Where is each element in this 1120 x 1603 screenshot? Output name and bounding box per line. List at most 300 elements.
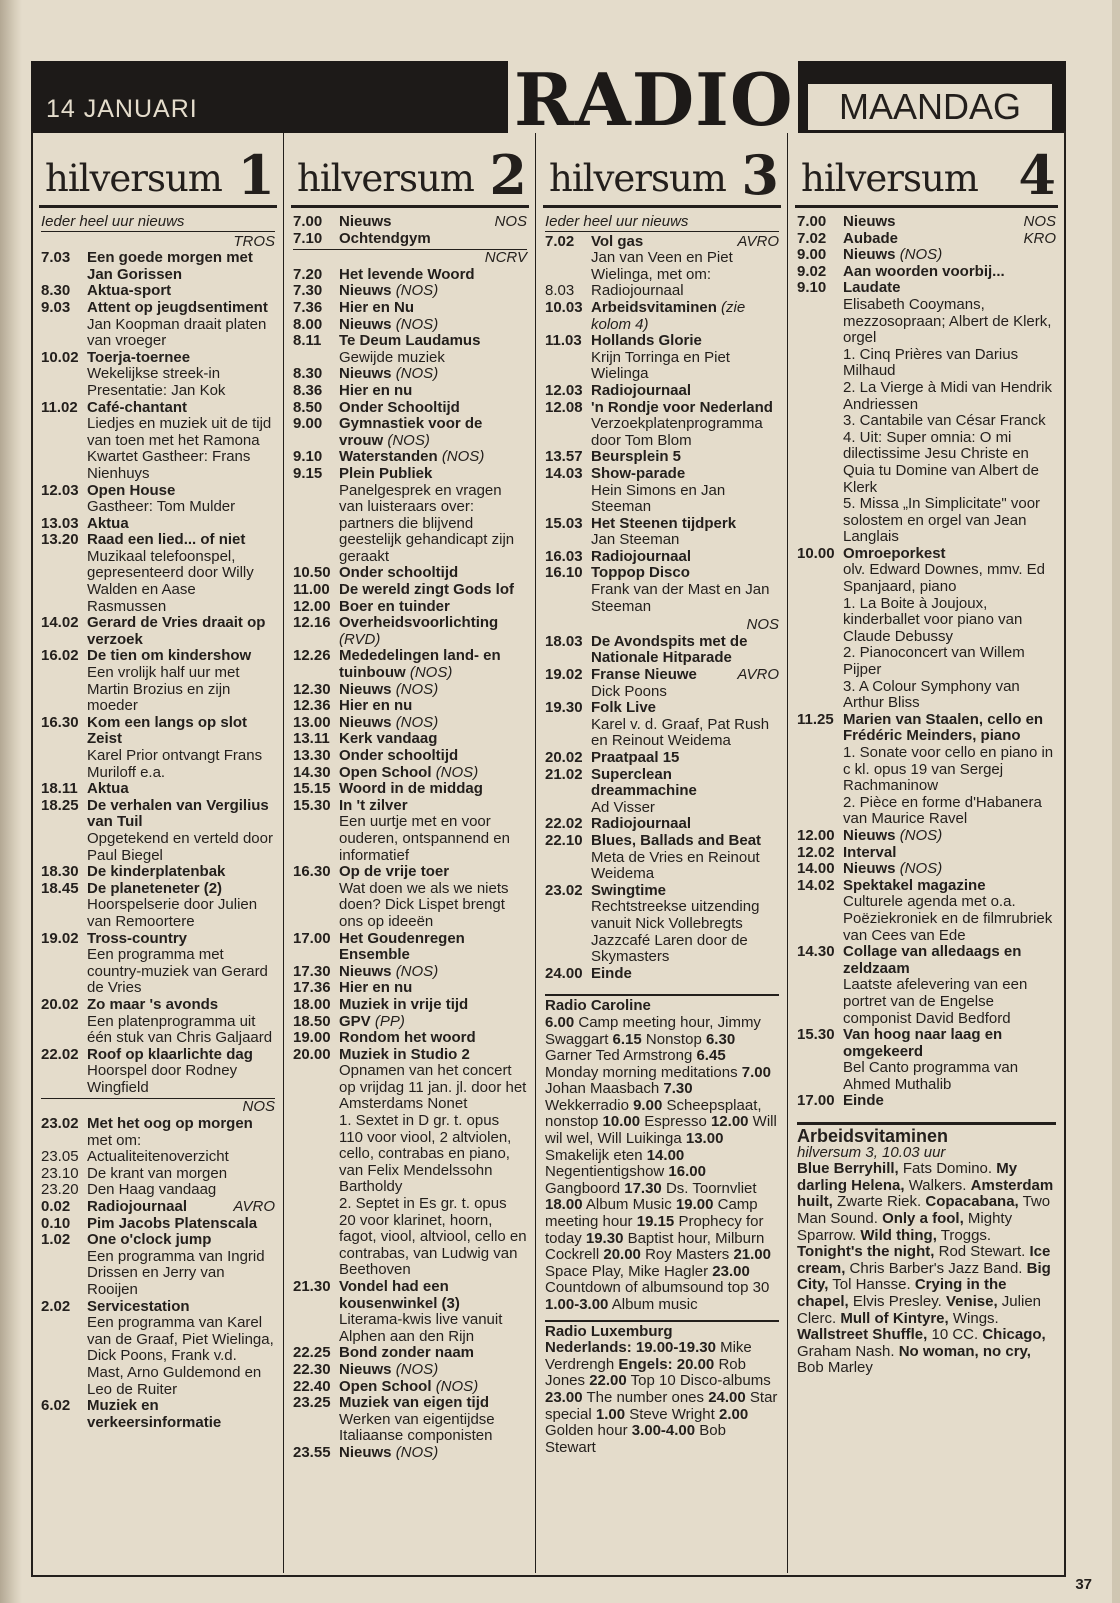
program-tag: (NOS)	[395, 962, 439, 980]
para-time: Venise,	[945, 1293, 998, 1310]
program-time: 9.00	[293, 415, 323, 433]
program-title: Overheidsvoorlichting	[339, 614, 499, 632]
program-time: 12.00	[797, 826, 835, 844]
program-title: Nieuws	[339, 962, 392, 980]
program-title: Blues, Ballads and Beat	[591, 831, 762, 849]
para-text: Mighty Sparrow.	[797, 1210, 1013, 1244]
para-time: 24.00	[708, 1388, 746, 1406]
sub-time	[293, 1113, 339, 1196]
program-item	[545, 816, 779, 833]
sub-text: 1. La Boite à Joujoux, kinderballet voor piano van Claude Debussy	[843, 594, 1023, 645]
sub-item	[293, 1113, 527, 1196]
para-time: 6.15	[612, 1030, 642, 1048]
program-title: De planeteneter (2)	[87, 879, 223, 897]
program-item	[293, 300, 527, 317]
para-text: Fats Domino.	[898, 1160, 997, 1178]
sub-time	[797, 347, 843, 380]
program-item	[41, 881, 275, 931]
program-title: In 't zilver	[339, 796, 408, 814]
sub-item	[797, 745, 1056, 795]
luxemburg-schedule	[545, 1340, 779, 1456]
program-title: Hier en nu	[339, 697, 413, 715]
program-content	[339, 648, 527, 681]
program-title: Mededelingen land- en tuinbouw	[339, 647, 501, 682]
program-time: 9.02	[797, 262, 827, 280]
program-time: 7.03	[41, 249, 71, 267]
program-title: Show-parade	[591, 464, 686, 482]
program-content	[339, 748, 527, 765]
para-text: Negentientigshow	[545, 1163, 669, 1181]
program-time: 9.15	[293, 464, 323, 482]
program-content	[591, 333, 779, 383]
program-item	[797, 828, 1056, 845]
program-title: Omroeporkest	[843, 544, 946, 562]
program-title: Franse Nieuwe	[591, 666, 697, 684]
program-title: Folk Live	[591, 699, 657, 717]
program-title: Muziek in Studio 2	[339, 1045, 470, 1063]
program-time: 17.36	[293, 979, 331, 997]
news-note: Ieder heel uur nieuws	[41, 214, 275, 232]
program-item	[293, 1345, 527, 1362]
para-text: Johan Maasbach	[545, 1080, 664, 1098]
program-title: Boer en tuinder	[339, 597, 450, 615]
program-content	[591, 300, 779, 333]
sub-time: 23.05	[41, 1148, 79, 1166]
program-description: Jan Koopman draait platen van vroeger	[87, 315, 267, 350]
program-broadcaster: AVRO	[737, 666, 779, 684]
para-text: Troggs.	[936, 1226, 992, 1244]
program-item	[797, 280, 1056, 346]
sub-text: 1. Sonate voor cello en piano in c kl. opus 19 van Sergej Rachmaninow	[843, 744, 1054, 795]
program-content	[339, 1345, 527, 1362]
sub-text: Actualiteitenoverzicht	[87, 1148, 229, 1166]
program-content	[339, 300, 527, 317]
para-text: Baptist hour, Milburn Cockrell	[545, 1229, 765, 1264]
program-content	[339, 449, 527, 466]
para-text: Graham Nash.	[797, 1342, 899, 1360]
program-item	[545, 449, 779, 466]
para-text: Bob Marley	[797, 1359, 873, 1377]
program-content	[87, 400, 275, 483]
program-tag: (NOS)	[395, 1443, 439, 1461]
program-item	[293, 317, 527, 334]
program-time: 11.25	[797, 710, 834, 728]
program-content	[591, 449, 779, 466]
program-content	[843, 231, 1056, 248]
column-heading	[39, 133, 277, 208]
para-time: Blue Berryhill,	[797, 1160, 899, 1178]
program-content	[339, 317, 527, 334]
program-time: 12.00	[293, 597, 331, 615]
sub-time: 23.10	[41, 1164, 79, 1182]
sub-text: 2. Pianoconcert van Willem Pijper	[843, 644, 1025, 679]
program-item	[293, 715, 527, 732]
program-content	[339, 980, 527, 997]
para-text: Smakelijk eten	[545, 1146, 647, 1164]
program-time: 10.50	[293, 564, 331, 582]
sub-text: 5. Missa „In Simplicitate" voor solostem en orgel van Jean Langlais	[843, 495, 1041, 546]
caroline-schedule	[545, 1015, 779, 1314]
program-title: Zo maar 's avonds	[87, 995, 219, 1013]
program-time: 22.25	[293, 1344, 331, 1362]
program-content	[87, 881, 275, 931]
sub-time	[797, 679, 843, 712]
program-item	[545, 549, 779, 566]
para-time: 21.00	[733, 1246, 771, 1264]
para-text: Camp meeting hour	[545, 1196, 758, 1231]
program-description: Dick Poons	[591, 682, 667, 700]
sub-text: 3. Cantabile van César Franck	[843, 412, 1046, 430]
program-item	[545, 833, 779, 883]
program-content	[843, 546, 1056, 596]
program-tag: (PP)	[374, 1012, 405, 1030]
program-content	[339, 565, 527, 582]
program-title: Op de vrije toer	[339, 863, 450, 881]
program-item	[293, 283, 527, 300]
sub-time	[797, 745, 843, 795]
program-item	[41, 1199, 275, 1216]
program-description: Elisabeth Cooymans, mezzosopraan; Albert de Klerk, orgel	[843, 295, 1052, 347]
program-item	[41, 1047, 275, 1097]
program-time: 10.02	[41, 348, 79, 366]
program-item	[545, 400, 779, 450]
program-content	[339, 1030, 527, 1047]
program-title: Nieuws	[339, 282, 392, 300]
program-content	[591, 565, 779, 615]
program-tag: (NOS)	[395, 315, 439, 333]
sub-item	[545, 283, 779, 300]
program-item	[797, 944, 1056, 1027]
program-title: Nieuws	[339, 365, 392, 383]
para-time: 1.00-3.00	[545, 1296, 609, 1313]
program-content	[339, 214, 527, 231]
program-item	[293, 333, 527, 366]
para-text: Golden hour	[545, 1422, 632, 1440]
program-item	[41, 400, 275, 483]
program-description: Hoorspel door Rodney Wingfield	[87, 1062, 238, 1096]
sub-item	[797, 795, 1056, 828]
program-title: Superclean dreammachine	[591, 765, 697, 800]
sub-time: 23.20	[41, 1181, 79, 1199]
program-item	[797, 861, 1056, 878]
program-item	[545, 700, 779, 750]
program-item	[797, 231, 1056, 248]
program-time: 16.02	[41, 647, 79, 665]
program-title: Nieuws	[339, 213, 392, 230]
broadcaster-label: NOS	[41, 1098, 275, 1116]
program-time: 7.20	[293, 265, 323, 283]
station-number: 3	[741, 143, 779, 207]
program-description: Jan van Veen en Piet Wielinga, met om:	[591, 249, 733, 283]
sub-text: Radiojournaal	[591, 282, 684, 300]
program-title: Met het oog op morgen	[87, 1115, 253, 1133]
program-item	[41, 1116, 275, 1149]
program-time: 0.10	[41, 1214, 71, 1232]
program-content	[843, 280, 1056, 346]
program-content	[87, 615, 275, 648]
program-content	[87, 798, 275, 864]
program-time: 10.00	[797, 544, 835, 562]
program-content	[339, 1362, 527, 1379]
program-item	[293, 1030, 527, 1047]
program-title: One o'clock jump	[87, 1231, 212, 1249]
program-description: Krijn Torringa en Piet Wielinga	[591, 348, 730, 383]
program-item	[293, 648, 527, 681]
program-item	[293, 582, 527, 599]
program-time: 14.00	[797, 860, 835, 878]
program-item	[293, 731, 527, 748]
program-title: Swingtime	[591, 881, 667, 899]
program-time: 9.10	[293, 448, 323, 466]
program-broadcaster: AVRO	[233, 1198, 275, 1216]
para-text: Star special	[545, 1388, 778, 1423]
program-time: 13.03	[41, 514, 79, 532]
program-item	[545, 883, 779, 966]
sub-item	[797, 596, 1056, 646]
program-item	[293, 1362, 527, 1379]
program-time: 10.03	[545, 298, 583, 316]
para-time: 18.00	[545, 1196, 583, 1214]
program-time: 11.03	[545, 332, 582, 350]
program-time: 22.40	[293, 1377, 331, 1395]
program-time: 7.30	[293, 282, 323, 300]
program-description: Een platenprogramma uit één stuk van Chris Galjaard	[87, 1012, 273, 1047]
sub-text: De krant van morgen	[87, 1164, 228, 1182]
program-content	[339, 698, 527, 715]
program-time: 18.25	[41, 796, 79, 814]
program-content	[339, 366, 527, 383]
program-title: Radiojournaal	[87, 1198, 188, 1216]
program-time: 7.36	[293, 298, 323, 316]
program-item	[797, 214, 1056, 231]
program-tag: (RVD)	[339, 630, 381, 648]
para-text: Top 10 Disco-albums	[626, 1372, 771, 1390]
para-text: Two Man Sound.	[797, 1193, 1051, 1228]
program-item	[545, 565, 779, 615]
program-description: Muzikaal telefoonspel, gepresenteerd door Willy Walden en Aase Rasmussen	[87, 547, 254, 615]
program-item	[545, 333, 779, 383]
program-title: Nieuws	[339, 713, 392, 731]
program-tag: (NOS)	[441, 448, 485, 466]
program-item	[293, 231, 527, 248]
program-title: 'n Rondje voor Nederland	[591, 398, 773, 416]
program-title: Onder schooltijd	[339, 747, 459, 764]
program-description: Een vrolijk half uur met Martin Brozius en zijn moeder	[87, 664, 240, 715]
para-time: Big City,	[797, 1259, 1051, 1294]
program-item	[293, 466, 527, 566]
program-item	[293, 1379, 527, 1396]
program-time: 13.57	[545, 448, 583, 466]
program-title: Ochtendgym	[339, 229, 431, 247]
program-time: 22.02	[41, 1045, 79, 1063]
program-broadcaster: NOS	[1023, 213, 1056, 230]
program-tag: (NOS)	[395, 680, 439, 698]
program-time: 21.30	[293, 1278, 331, 1295]
program-content	[843, 1027, 1056, 1093]
program-time: 18.03	[545, 632, 583, 650]
program-title: Radiojournaal	[591, 547, 692, 565]
para-text: Rod Stewart.	[934, 1243, 1030, 1261]
program-content	[339, 615, 527, 648]
page-edge	[1112, 0, 1120, 1603]
station-name: hilversum	[297, 157, 474, 200]
program-time: 17.30	[293, 962, 331, 980]
program-tag: (NOS)	[435, 763, 479, 781]
program-item	[41, 516, 275, 533]
program-title: Muziek en verkeersinformatie	[87, 1397, 222, 1431]
program-time: 16.10	[545, 564, 583, 582]
program-content	[339, 283, 527, 300]
program-description: Verzoekplatenprogramma door Tom Blom	[591, 415, 763, 449]
para-text: Camp meeting hour, Jimmy Swaggart	[545, 1013, 761, 1048]
program-content	[843, 712, 1056, 745]
para-text: Roy Masters	[640, 1246, 734, 1264]
program-title: Nieuws	[843, 826, 896, 844]
program-title: Muziek in vrije tijd	[339, 995, 469, 1013]
para-time: 9.00	[633, 1096, 663, 1114]
para-time: 1.00	[595, 1405, 626, 1423]
program-time: 22.10	[545, 831, 583, 849]
program-content	[339, 333, 527, 366]
program-item	[293, 214, 527, 231]
program-content	[339, 1395, 527, 1445]
program-description: Panelgesprek en vragen van luisteraars over: partners die blijvend geestelijk gehandicapt zijn geraakt	[339, 481, 515, 565]
program-item	[545, 234, 779, 284]
program-content	[87, 1199, 275, 1216]
program-time: 12.02	[797, 843, 835, 861]
program-item	[545, 750, 779, 767]
para-time: Tonight's the night,	[797, 1243, 935, 1261]
program-time: 9.03	[41, 298, 71, 316]
program-title: Muziek van eigen tijd	[339, 1394, 490, 1412]
program-content	[339, 1014, 527, 1031]
program-content	[339, 997, 527, 1014]
program-title: Laudate	[843, 279, 901, 297]
program-content	[87, 532, 275, 615]
program-content	[843, 878, 1056, 944]
program-item	[293, 798, 527, 864]
program-item	[293, 682, 527, 699]
program-time: 14.03	[545, 464, 583, 482]
para-text: Will wil wel, Will Luikinga	[545, 1113, 777, 1148]
program-title: Vol gas	[591, 232, 644, 250]
program-title: GPV	[339, 1012, 371, 1030]
program-title: Aubade	[843, 229, 899, 247]
program-item	[293, 383, 527, 400]
program-item	[797, 1027, 1056, 1093]
program-content	[87, 1398, 275, 1431]
sub-time	[797, 596, 843, 646]
para-text: Julien Clerc.	[797, 1293, 1041, 1327]
program-time: 18.45	[41, 879, 79, 897]
sub-text: 2. Pièce en forme d'Habanera van Maurice Ravel	[843, 793, 1042, 828]
para-text: Wekkerradio	[545, 1096, 634, 1114]
program-item	[293, 931, 527, 964]
program-title: Arbeidsvitaminen	[591, 298, 717, 316]
program-item	[293, 449, 527, 466]
program-title: Collage van alledaags en zeldzaam	[843, 943, 1022, 977]
program-item	[545, 516, 779, 549]
program-item	[293, 267, 527, 284]
program-item	[293, 1279, 527, 1345]
program-content	[591, 234, 779, 284]
sub-item	[797, 413, 1056, 430]
program-content	[339, 931, 527, 964]
program-item	[545, 383, 779, 400]
para-time: 7.00	[741, 1063, 771, 1081]
program-time: 16.30	[293, 863, 331, 881]
program-time: 8.50	[293, 398, 323, 416]
sub-time	[293, 1196, 339, 1279]
program-content	[843, 264, 1056, 281]
program-content	[843, 944, 1056, 1027]
program-tag: (NOS)	[387, 431, 430, 449]
program-title: Pim Jacobs Platenscala	[87, 1214, 258, 1232]
program-item	[293, 748, 527, 765]
program-item	[545, 767, 779, 817]
para-text: Espresso	[640, 1113, 711, 1131]
program-item	[41, 798, 275, 864]
program-content	[843, 247, 1056, 264]
program-title: Attent op jeugdsentiment	[87, 298, 268, 316]
para-text: Album Music	[582, 1196, 676, 1214]
program-time: 0.02	[41, 1198, 71, 1216]
program-content	[591, 549, 779, 566]
program-item	[41, 781, 275, 798]
station-number: 2	[489, 143, 527, 207]
program-time: 18.00	[293, 995, 331, 1013]
station-name: hilversum	[801, 157, 978, 200]
para-time: Crying in the chapel,	[797, 1276, 1007, 1310]
program-title: Waterstanden	[339, 448, 438, 466]
arbeidsvitaminen-subheading: hilversum 3, 10.03 uur	[797, 1143, 946, 1161]
program-content	[843, 828, 1056, 845]
program-content	[339, 715, 527, 732]
program-title: Bond zonder naam	[339, 1344, 475, 1362]
para-text: 10 CC.	[927, 1326, 983, 1344]
program-title: De kinderplatenbak	[87, 863, 226, 881]
para-text: Nonstop	[641, 1030, 706, 1048]
para-time: 2.00	[719, 1405, 749, 1423]
program-list	[537, 208, 787, 982]
program-time: 16.30	[41, 713, 79, 731]
program-content	[339, 267, 527, 284]
para-time: 3.00-4.00	[631, 1422, 696, 1440]
program-time: 13.11	[293, 730, 330, 748]
sub-item	[797, 679, 1056, 712]
program-title: Open School	[339, 1377, 432, 1395]
program-description: Een programma met country-muziek van Gerard de Vries	[87, 946, 268, 997]
program-tag: (NOS)	[395, 713, 439, 731]
program-content	[591, 816, 779, 833]
program-title: Gerard de Vries draait op verzoek	[87, 614, 266, 648]
program-title: Einde	[843, 1092, 884, 1110]
program-time: 8.36	[293, 381, 323, 399]
sub-item	[41, 1182, 275, 1199]
program-content	[591, 466, 779, 516]
program-title: Aktua	[87, 514, 129, 532]
program-description: Wat doen we als we niets doen? Dick Lispet brengt ons op ideeën	[339, 879, 509, 930]
program-time: 12.26	[293, 647, 331, 665]
program-time: 8.00	[293, 315, 323, 333]
para-text: Garner Ted Armstrong	[545, 1047, 697, 1065]
program-content	[339, 400, 527, 417]
program-time: 18.50	[293, 1012, 331, 1030]
program-tag: (zie kolom 4)	[591, 298, 746, 333]
para-time: Wallstreet Shuffle,	[797, 1326, 928, 1344]
program-title: Nieuws	[843, 860, 896, 878]
program-content	[87, 648, 275, 714]
